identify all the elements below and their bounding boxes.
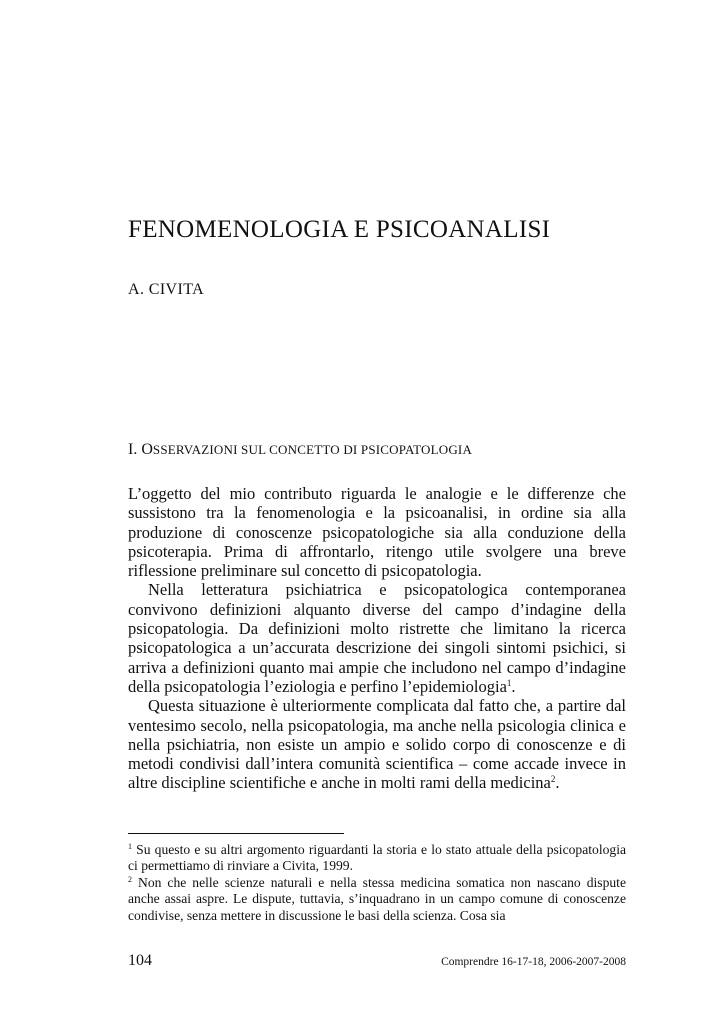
running-footer: Comprendre 16-17-18, 2006-2007-2008 (441, 956, 626, 968)
footnote-1 (128, 842, 626, 875)
footnote-reference[interactable]: 1 (506, 677, 512, 688)
article-title: FENOMENOLOGIA E PSICOANALISI (128, 216, 551, 243)
paragraph-tail: . (555, 773, 560, 793)
section-heading-rest: SSERVAZIONI SUL CONCETTO DI PSICOPATOLOGIA (152, 442, 473, 457)
footnote-text: Non che nelle scienze naturali e nella stessa medicina somatica non nascano dispute anche assai aspre. Le dispute, tuttavia, s’inquadrano in un campo comune di conoscenze condivise, senza mettere in discussione le basi della scienza. Cosa sia (128, 874, 626, 923)
page-number: 104 (128, 952, 152, 969)
footnote-divider (128, 833, 344, 834)
footnotes (128, 842, 626, 924)
section-numeral: I. (128, 441, 142, 458)
paragraph-1 (128, 484, 626, 580)
section-heading (128, 441, 472, 459)
paragraph-tail: . (511, 676, 516, 696)
paragraph-text: Questa situazione è ulteriormente complicata dal fatto che, a partire dal ventesimo secolo, nella psicopatologia, ma anche nella psicologia clinica e nella psichiatria, non esiste un ampio e solido corpo di conoscenze e di metodi condivisi dall’intera comunità scientifica – come accade invece in altre discipline scientifiche e anche in molti rami della medicina (128, 696, 626, 793)
paragraph-3 (128, 696, 626, 792)
footnote-2 (128, 875, 626, 924)
footnote-number: 2 (128, 874, 132, 884)
section-heading-initial: O (141, 441, 153, 458)
article-author: A. CIVITA (128, 281, 205, 298)
paragraph-2 (128, 580, 626, 696)
paragraph-text: L’oggetto del mio contributo riguarda le analogie e le differenze che sussistono tra la fenomenologia e la psicoanalisi, in ordine sia alla produzione di conoscenze psicopatologiche sia alla conduzione della psicoterapia. Prima di affrontarlo, ritengo utile svolgere una breve riflessione preliminare sul concetto di psicopatologia. (128, 484, 626, 581)
body-text (128, 484, 626, 793)
footnote-text: Su questo e su altri argomento riguardanti la storia e lo stato attuale della psicopatologia ci permettiamo di rinviare a Civita, 1999. (128, 842, 626, 874)
footnote-number: 1 (128, 842, 132, 851)
footnote-reference[interactable]: 2 (550, 774, 556, 785)
paragraph-text: Nella letteratura psichiatrica e psicopatologica contemporanea convivono definizioni alquanto diverse del campo d’indagine della psicopatologia. Da definizioni molto ristrette che limitano la ricerca psicopatologica a un’accurata descrizione dei singoli sintomi psichici, si arriva a definizioni quanto mai ampie che includono nel campo d’indagine della psicopatologia l’eziologia e perfino l’epidemiologia (128, 580, 626, 696)
